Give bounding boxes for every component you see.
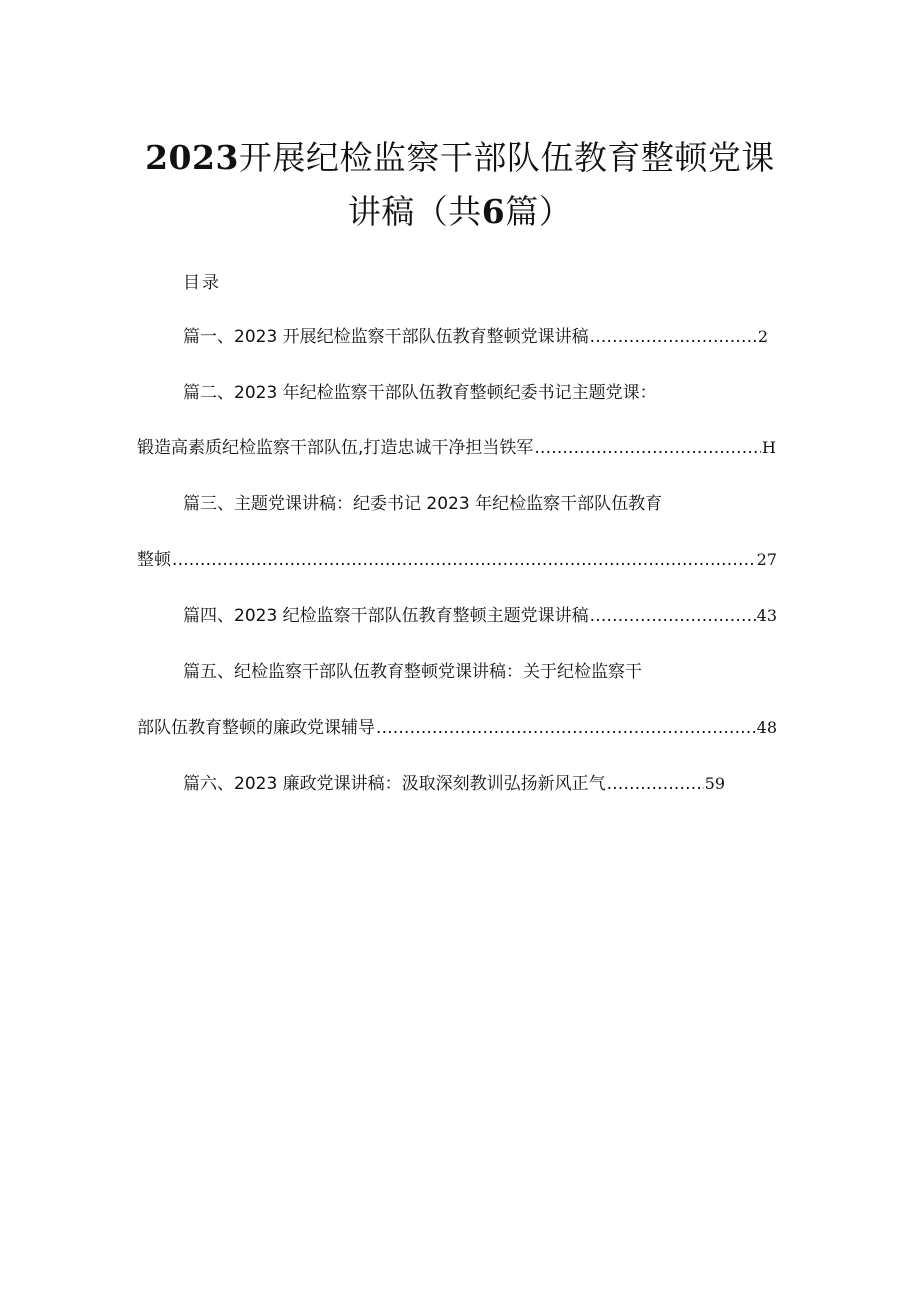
title-line2-prefix: 讲稿（共 xyxy=(347,192,482,231)
title-count: 6 xyxy=(481,192,506,231)
toc-entry-3-line-2[interactable] xyxy=(137,545,777,575)
toc-entry-title: 篇一、2023 开展纪检监察干部队伍教育整顿党课讲稿 xyxy=(183,327,589,347)
toc-entry-2-line-2[interactable] xyxy=(137,433,776,463)
document-title-line-2 xyxy=(60,186,860,238)
toc-leader-dots xyxy=(590,322,757,352)
toc-leader-dots xyxy=(376,713,756,743)
toc-entry-2-line-1[interactable] xyxy=(183,378,657,408)
toc-entry-title: 篇五、纪检监察干部队伍教育整顿党课讲稿：关于纪检监察干 xyxy=(183,662,642,682)
toc-page-number: 43 xyxy=(756,606,777,625)
toc-entry-title: 篇六、2023 廉政党课讲稿：汲取深刻教训弘扬新风正气 xyxy=(183,774,606,794)
toc-entry-title: 篇三、主题党课讲稿：纪委书记 2023 年纪检监察干部队伍教育 xyxy=(183,494,663,514)
toc-leader-dots xyxy=(534,433,761,463)
toc-leader-dots xyxy=(590,601,756,631)
toc-entry-title: 篇二、2023 年纪检监察干部队伍教育整顿纪委书记主题党课： xyxy=(183,383,657,403)
title-line2-suffix: 篇） xyxy=(505,192,573,231)
toc-entry-6[interactable] xyxy=(183,769,725,799)
document-title-line-1 xyxy=(60,132,860,184)
toc-leader-dots xyxy=(607,769,704,799)
toc-entry-3-line-1[interactable] xyxy=(183,489,662,519)
toc-entry-5-line-1[interactable] xyxy=(183,657,642,687)
toc-entry-title: 篇四、2023 纪检监察干部队伍教育整顿主题党课讲稿 xyxy=(183,606,589,626)
toc-leader-dots xyxy=(172,545,756,575)
toc-page-number: 27 xyxy=(756,550,777,569)
title-year: 2023 xyxy=(145,138,239,177)
toc-entry-title-continued: 部队伍教育整顿的廉政党课辅导 xyxy=(137,718,375,738)
toc-entry-4[interactable] xyxy=(183,601,777,631)
toc-page-number: H xyxy=(762,438,776,457)
toc-heading: 目录 xyxy=(183,273,221,293)
toc-entry-title-continued: 整顿 xyxy=(137,550,171,570)
toc-entry-title-continued: 锻造高素质纪检监察干部队伍,打造忠诚干净担当铁军 xyxy=(137,438,534,458)
toc-entry-1[interactable] xyxy=(183,322,768,352)
toc-entry-5-line-2[interactable] xyxy=(137,713,777,743)
title-text: 开展纪检监察干部队伍教育整顿党课 xyxy=(238,138,775,177)
toc-page-number: 2 xyxy=(757,327,768,346)
toc-page-number: 59 xyxy=(704,774,725,793)
toc-page-number: 48 xyxy=(756,718,777,737)
